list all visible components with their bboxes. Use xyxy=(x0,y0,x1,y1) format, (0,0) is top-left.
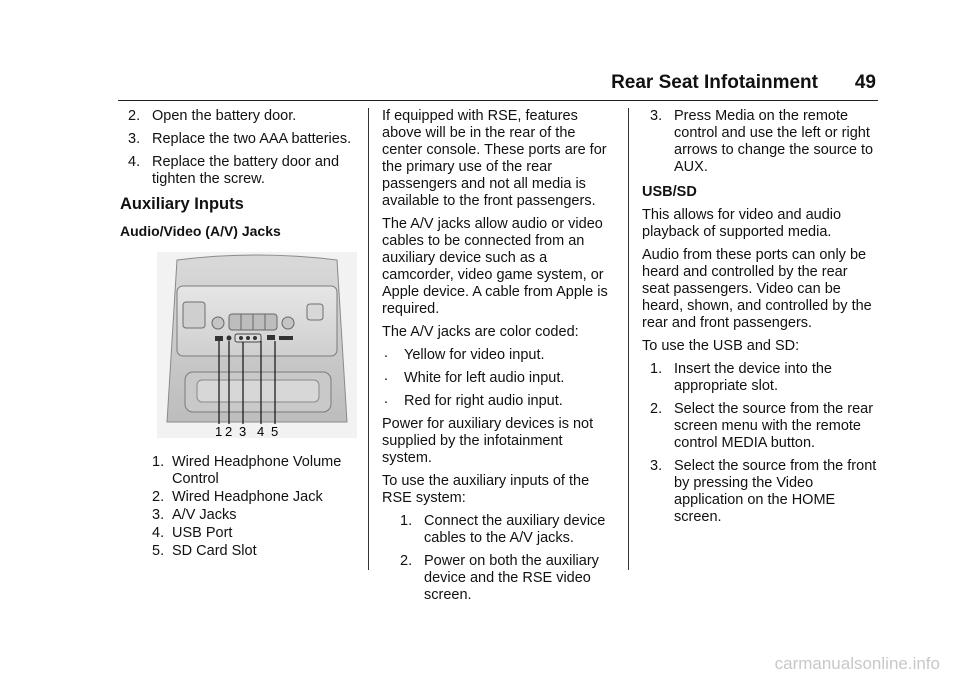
header-title: Rear Seat Infotainment xyxy=(611,72,818,93)
step-item xyxy=(642,361,878,395)
paragraph: This allows for video and audio playback of supported media. xyxy=(642,207,842,240)
paragraph: The A/V jacks are color coded: xyxy=(382,324,579,340)
caption-text: USB Port xyxy=(172,525,233,541)
caption-item xyxy=(120,525,356,542)
section-title: Auxiliary Inputs xyxy=(120,195,244,213)
step-number: 2. xyxy=(650,401,663,417)
watermark: carmanualsonline.info xyxy=(774,654,940,673)
caption-text: Wired Headphone Jack xyxy=(172,489,323,505)
bullet-dot-icon: . xyxy=(384,345,389,361)
bullet-text: Yellow for video input. xyxy=(404,347,545,363)
step-item xyxy=(120,154,356,188)
paragraph: If equipped with RSE, features above will be in the rear of the center console. These ports are for the primary use of the rear passengers and not all media is available to the front passengers. xyxy=(382,108,607,209)
subsection-title: Audio/Video (A/V) Jacks xyxy=(120,223,281,239)
step-item xyxy=(120,131,356,148)
console-figure xyxy=(157,252,357,438)
bullet-text: White for left audio input. xyxy=(404,370,565,386)
caption-item xyxy=(120,507,356,524)
bullet-text: Red for right audio input. xyxy=(404,393,563,409)
caption-text: A/V Jacks xyxy=(172,507,237,523)
caption-number: 3. xyxy=(152,507,165,523)
step-text: Replace the two AAA batteries. xyxy=(152,131,352,147)
step-text: Select the source from the rear screen menu with the remote control MEDIA button. xyxy=(674,401,874,451)
step-item xyxy=(120,108,356,125)
step-item xyxy=(642,458,878,526)
console-illustration xyxy=(157,252,357,438)
step-text: Press Media on the remote control and use the left or right arrows to change the source to AUX. xyxy=(674,108,874,175)
bullet-dot-icon: . xyxy=(384,391,389,407)
caption-number: 1. xyxy=(152,454,165,470)
bullet-item xyxy=(382,370,614,387)
step-text: Connect the auxiliary device cables to the A/V jacks. xyxy=(424,513,606,546)
paragraph: Power for auxiliary devices is not supplied by the infotainment system. xyxy=(382,416,594,466)
step-number: 1. xyxy=(650,361,663,377)
column-1 xyxy=(120,108,356,561)
step-text: Replace the battery door and tighten the screw. xyxy=(152,154,340,187)
step-item xyxy=(382,553,614,604)
column-divider xyxy=(368,108,369,570)
caption-item xyxy=(120,489,356,506)
column-divider xyxy=(628,108,629,570)
callout-1: 1 xyxy=(215,424,223,438)
subsection-title: USB/SD xyxy=(642,184,697,200)
caption-number: 4. xyxy=(152,525,165,541)
caption-text: Wired Headphone Volume Control xyxy=(172,454,342,487)
step-text: Open the battery door. xyxy=(152,108,297,124)
step-number: 3. xyxy=(650,108,663,124)
step-item xyxy=(642,401,878,452)
caption-text: SD Card Slot xyxy=(172,543,257,559)
figure-captions xyxy=(120,454,356,560)
paragraph: To use the USB and SD: xyxy=(642,338,800,354)
step-number: 3. xyxy=(650,458,663,474)
step-number: 2. xyxy=(400,553,413,569)
callout-5: 5 xyxy=(271,424,279,438)
page-number: 49 xyxy=(854,72,876,93)
paragraph: Audio from these ports can only be heard and controlled by the rear seat passengers. Video can be heard, shown, and controlled by the rear and front passengers. xyxy=(642,247,872,331)
caption-item xyxy=(120,454,356,488)
paragraph: To use the auxiliary inputs of the RSE system: xyxy=(382,473,590,506)
caption-item xyxy=(120,543,356,560)
step-item xyxy=(382,513,614,547)
bullet-dot-icon: . xyxy=(384,368,389,384)
bullet-item xyxy=(382,393,614,410)
page-header xyxy=(118,70,878,101)
bullet-item xyxy=(382,347,614,364)
caption-number: 2. xyxy=(152,489,165,505)
step-text: Select the source from the front by pressing the Video application on the HOME screen. xyxy=(674,458,877,525)
step-text: Insert the device into the appropriate slot. xyxy=(674,361,832,394)
step-number: 4. xyxy=(128,154,141,170)
callout-4: 4 xyxy=(257,424,265,438)
column-3 xyxy=(642,108,878,532)
step-number: 1. xyxy=(400,513,413,529)
paragraph: The A/V jacks allow audio or video cables to be connected from an auxiliary device such as a camcorder, video game system, or Apple device. A cable from Apple is required. xyxy=(382,216,608,317)
column-2 xyxy=(382,108,614,610)
step-item xyxy=(642,108,878,176)
step-number: 2. xyxy=(128,108,141,124)
callout-2: 2 xyxy=(225,424,233,438)
step-text: Power on both the auxiliary device and the RSE video screen. xyxy=(424,553,599,603)
step-number: 3. xyxy=(128,131,141,147)
caption-number: 5. xyxy=(152,543,165,559)
callout-3: 3 xyxy=(239,424,247,438)
